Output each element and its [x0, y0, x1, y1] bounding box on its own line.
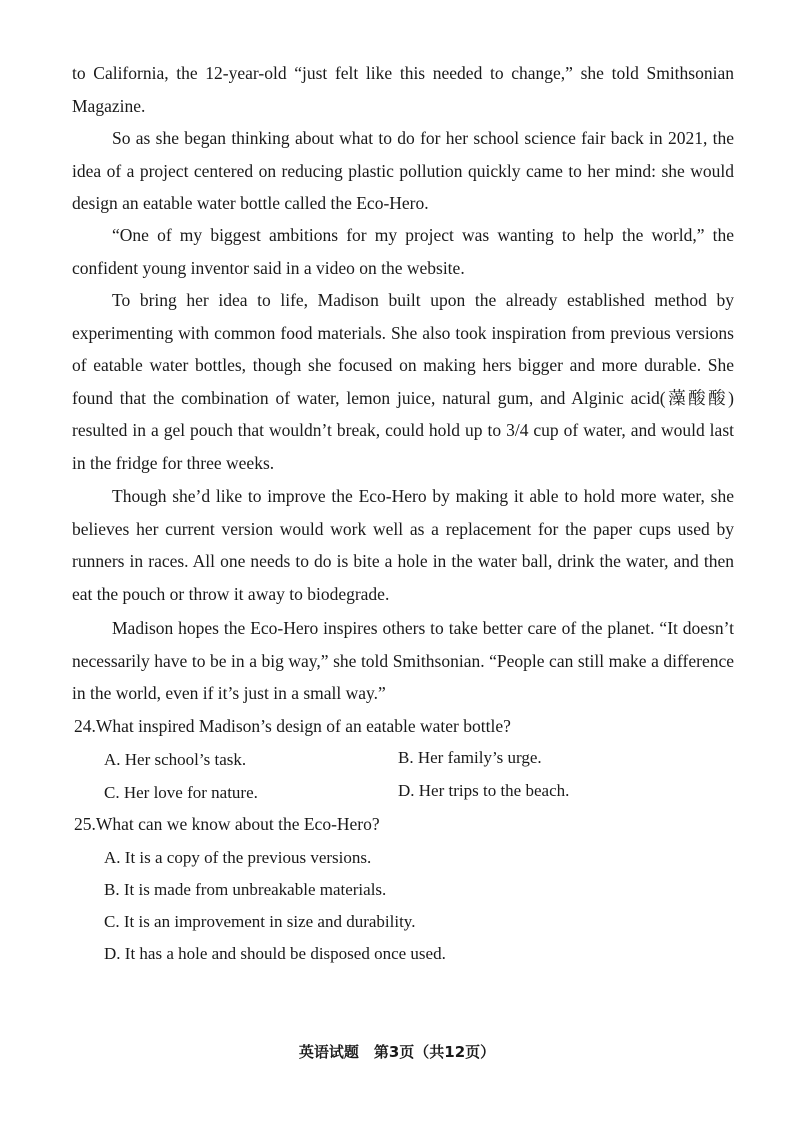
question-24-option-d: D. Her trips to the beach.: [398, 781, 570, 800]
question-25-option-b: B. It is made from unbreakable materials.: [104, 880, 387, 899]
question-25-stem: 25.What can we know about the Eco-Hero?: [74, 814, 380, 834]
question-25-option-d: D. It has a hole and should be disposed once used.: [104, 944, 446, 963]
question-24-option-a: A. Her school’s task.: [104, 750, 247, 769]
passage-paragraph-5: Madison hopes the Eco-Hero inspires others to take better care of the planet. “It doesn’t necessarily have to be in a big way,” she told Smithsonian. “People can still make a difference in the world, even if it’s just in a small way.”: [72, 618, 734, 703]
passage-paragraph-1: So as she began thinking about what to do for her school science fair back in 2021, the idea of a project centered on reducing plastic pollution quickly came to her mind: she would design an eatable water bottle called the Eco-Hero.: [72, 128, 734, 213]
question-24-stem: 24.What inspired Madison’s design of an eatable water bottle?: [74, 716, 511, 736]
question-24-option-b: B. Her family’s urge.: [398, 748, 542, 767]
passage-paragraph-3: To bring her idea to life, Madison built upon the already established method by experimenting with common food materials. She also took inspiration from previous versions of eatable water bottles, though she focused on making hers bigger and more durable. She found that the combination of water, lemon juice, natural gum, and Alginic acid(藻酸酸) resulted in a gel pouch that wouldn’t break, could hold up to 3/4 cup of water, and would last in the fridge for three weeks.: [72, 290, 734, 473]
page-footer: 英语试题 第3页（共12页）: [298, 1043, 496, 1061]
question-25-option-a: A. It is a copy of the previous versions.: [104, 848, 372, 867]
passage-paragraph-continued: to California, the 12-year-old “just felt like this needed to change,” she told Smithsonian Magazine.: [72, 63, 734, 116]
question-24-option-c: C. Her love for nature.: [104, 783, 258, 802]
passage-paragraph-4: Though she’d like to improve the Eco-Hero by making it able to hold more water, she believes her current version would work well as a replacement for the paper cups used by runners in races. All one needs to do is bite a hole in the water ball, drink the water, and then eat the pouch or throw it away to biodegrade.: [72, 486, 734, 604]
passage-paragraph-2: “One of my biggest ambitions for my project was wanting to help the world,” the confident young inventor said in a video on the website.: [72, 225, 734, 278]
question-25-option-c: C. It is an improvement in size and durability.: [104, 912, 416, 931]
